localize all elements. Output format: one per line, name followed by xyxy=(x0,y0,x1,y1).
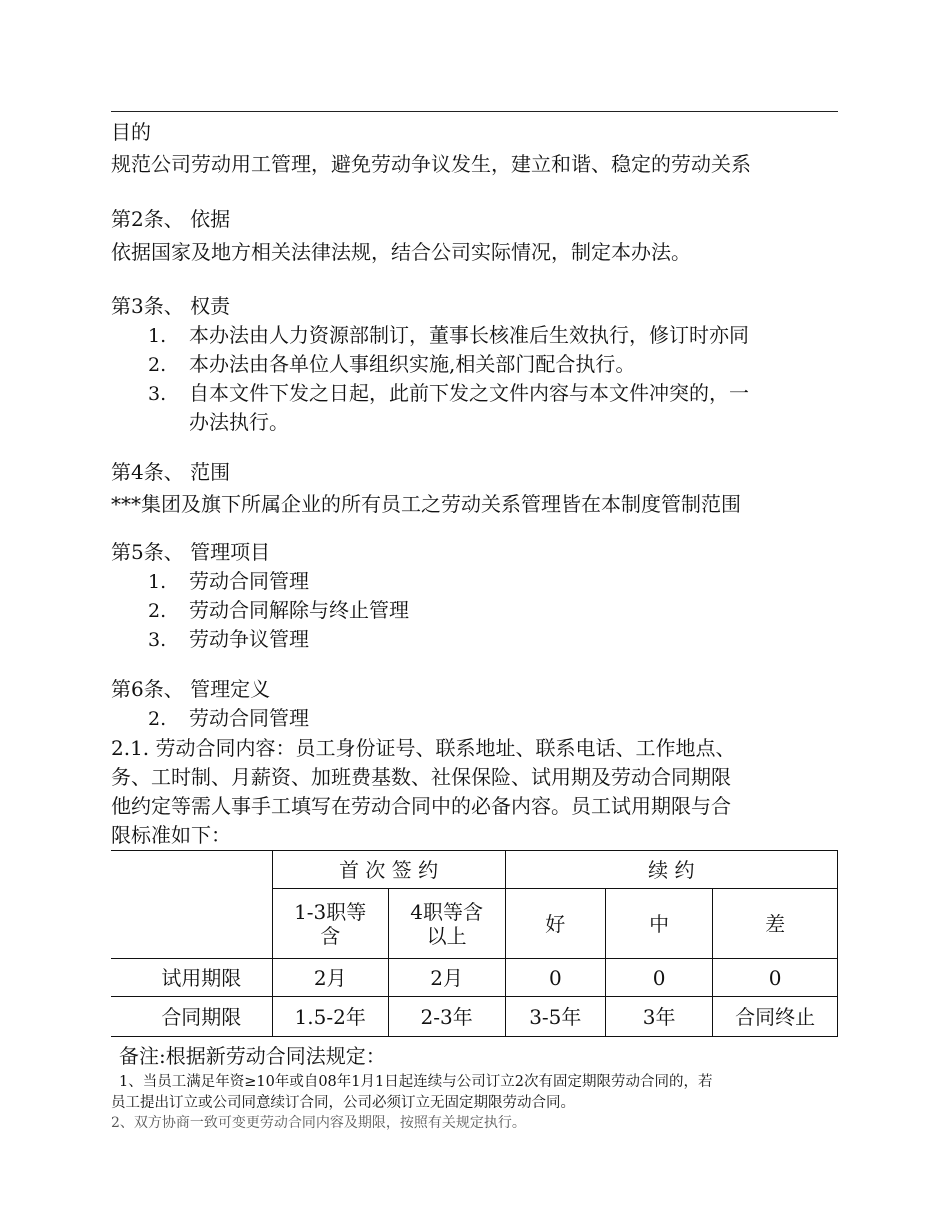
note-line-cut: 2、双方协商一致可变更劳动合同内容及期限，按照有关规定执行。 xyxy=(111,1115,526,1131)
table-group-header-renew: 续 约 xyxy=(505,851,837,889)
table-row-label: 合同期限 xyxy=(111,997,272,1037)
table-cell: 合同终止 xyxy=(713,997,838,1037)
table-cell: 2-3年 xyxy=(388,997,505,1037)
list-item: 劳动合同解除与终止管理 xyxy=(189,598,409,622)
table-sub-header: 中 xyxy=(606,889,713,959)
list-item: 劳动合同管理 xyxy=(189,569,309,593)
paragraph-line: 限标准如下： xyxy=(111,823,231,847)
section-2-body: 依据国家及地方相关法律法规，结合公司实际情况，制定本办法。 xyxy=(111,240,691,264)
section-6-title: 第6条、 管理定义 xyxy=(111,677,271,701)
list-item: 劳动合同管理 xyxy=(189,706,309,730)
section-2-title: 第2条、 依据 xyxy=(111,207,231,231)
list-number: 3. xyxy=(148,629,167,651)
list-number: 2. xyxy=(148,354,167,376)
table-cell: 2月 xyxy=(272,959,388,997)
list-item-continuation: 办法执行。 xyxy=(189,410,289,434)
note-line: 员工提出订立或公司同意续订合同，公司必须订立无固定期限劳动合同。 xyxy=(111,1095,575,1111)
table-cell: 0 xyxy=(606,959,713,997)
header-rule xyxy=(111,111,838,112)
table-cell: 2月 xyxy=(388,959,505,997)
table-sub-header: 1-3职等含 xyxy=(272,889,388,959)
section-1-title: 目的 xyxy=(111,120,151,144)
list-number: 1. xyxy=(148,571,167,593)
table-sub-header: 好 xyxy=(505,889,605,959)
list-number: 2. xyxy=(148,600,167,622)
section-3-title: 第3条、 权责 xyxy=(111,294,231,318)
table-corner-cell xyxy=(111,851,272,959)
section-4-body: ***集团及旗下所属企业的所有员工之劳动关系管理皆在本制度管制范围 xyxy=(111,492,741,516)
table-cell: 0 xyxy=(505,959,605,997)
notes-heading: 备注:根据新劳动合同法规定： xyxy=(119,1044,386,1068)
paragraph-line: 他约定等需人事手工填写在劳动合同中的必备内容。员工试用期限与合 xyxy=(111,794,731,818)
list-item: 自本文件下发之日起，此前下发之文件内容与本文件冲突的，一 xyxy=(189,381,749,405)
note-line: 1、当员工满足年资≥10年或自08年1月1日起连续与公司订立2次有固定期限劳动合同的，若 xyxy=(119,1074,713,1090)
table-cell: 3-5年 xyxy=(505,997,605,1037)
list-number: 1. xyxy=(148,325,167,347)
paragraph-line: 务、工时制、月薪资、加班费基数、社保保险、试用期及劳动合同期限 xyxy=(111,765,731,789)
table-cell: 1.5-2年 xyxy=(272,997,388,1037)
list-item: 劳动争议管理 xyxy=(189,627,309,651)
list-item: 本办法由人力资源部制订，董事长核准后生效执行，修订时亦同 xyxy=(189,323,749,347)
list-item: 本办法由各单位人事组织实施,相关部门配合执行。 xyxy=(189,352,636,376)
section-1-body: 规范公司劳动用工管理，避免劳动争议发生，建立和谐、稳定的劳动关系 xyxy=(111,152,751,176)
section-4-title: 第4条、 范围 xyxy=(111,460,231,484)
paragraph-line: 2.1. 劳动合同内容：员工身份证号、联系地址、联系电话、工作地点、 xyxy=(111,736,736,760)
section-5-title: 第5条、 管理项目 xyxy=(111,540,271,564)
table-cell: 0 xyxy=(713,959,838,997)
table-row-label: 试用期限 xyxy=(111,959,272,997)
probation-table xyxy=(111,850,838,1040)
list-number: 2. xyxy=(148,708,167,730)
table-cell: 3年 xyxy=(606,997,713,1037)
table-sub-header: 4职等含以上 xyxy=(388,889,505,959)
list-number: 3. xyxy=(148,383,167,405)
table-group-header-first: 首 次 签 约 xyxy=(272,851,505,889)
table-sub-header: 差 xyxy=(713,889,838,959)
